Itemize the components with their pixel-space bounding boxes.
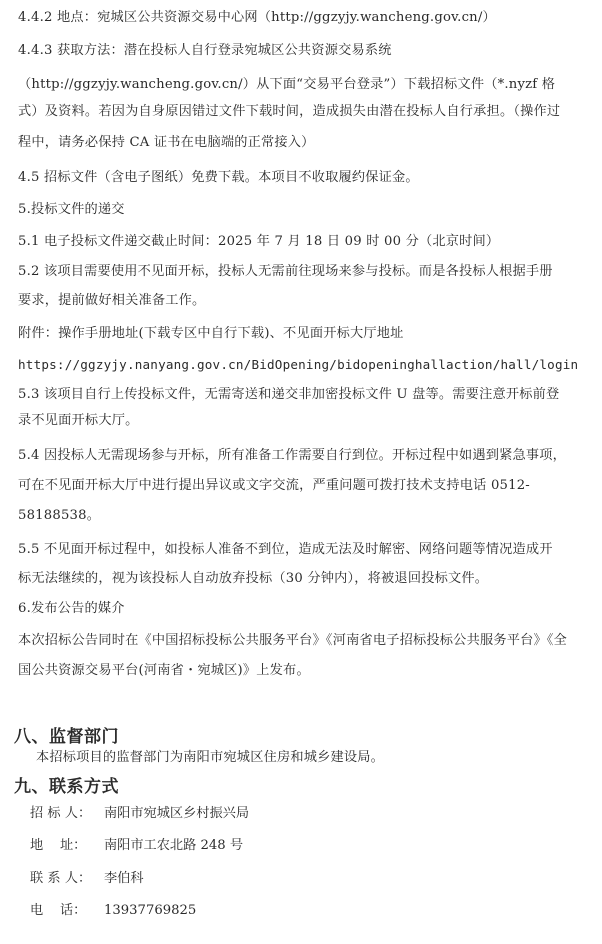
contact-label: 电 话： bbox=[30, 903, 87, 918]
text-line: 4.4.3 获取方法：潜在投标人自行登录宛城区公共资源交易系统 bbox=[18, 43, 392, 58]
text-line: 4.5 招标文件（含电子图纸）免费下载。本项目不收取履约保证金。 bbox=[18, 170, 419, 185]
text-line: 5.3 该项目自行上传投标文件，无需寄送和递交非加密投标文件 U 盘等。需要注意开标前登 bbox=[18, 387, 560, 402]
contact-row bbox=[0, 903, 602, 921]
supervision-text: 本招标项目的监督部门为南阳市宛城区住房和城乡建设局。 bbox=[36, 750, 385, 765]
section-heading-contact: 九、联系方式 bbox=[14, 777, 119, 797]
text-line: 58188538。 bbox=[18, 508, 101, 523]
text-line: 要求，提前做好相关准备工作。 bbox=[18, 293, 206, 308]
contact-label: 招 标 人： bbox=[30, 806, 92, 821]
contact-row bbox=[0, 806, 602, 824]
text-line: 本次招标公告同时在《中国招标投标公共服务平台》《河南省电子招标投标公共服务平台》《全 bbox=[18, 633, 568, 648]
text-line: 标无法继续的，视为该投标人自动放弃投标（30 分钟内），将被退回投标文件。 bbox=[18, 571, 489, 586]
section-title: 6.发布公告的媒介 bbox=[18, 601, 125, 616]
text-line: 式）及资料。若因为自身原因错过文件下载时间，造成损失由潜在投标人自行承担。（操作过 bbox=[18, 104, 561, 119]
text-line: 5.1 电子投标文件递交截止时间：2025 年 7 月 18 日 09 时 00 分（北京时间） bbox=[18, 234, 500, 249]
contact-value: 南阳市宛城区乡村振兴局 bbox=[104, 806, 250, 821]
text-line: 4.4.2 地点：宛城区公共资源交易中心网（http://ggzyjy.wancheng.gov.cn/） bbox=[18, 10, 496, 25]
url-link: https://ggzyjy.nanyang.gov.cn/BidOpening/bidopeninghallaction/hall/login bbox=[18, 357, 579, 372]
text-line: 附件：操作手册地址(下载专区中自行下载)、不见面开标大厅地址 bbox=[18, 326, 404, 341]
contact-row bbox=[0, 871, 602, 889]
text-line: 5.5 不见面开标过程中，如投标人准备不到位，造成无法及时解密、网络问题等情况造成开 bbox=[18, 542, 553, 557]
contact-value: 李伯科 bbox=[104, 871, 144, 886]
text-line: 5.2 该项目需要使用不见面开标，投标人无需前往现场来参与投标。而是各投标人根据手册 bbox=[18, 264, 553, 279]
contact-value: 13937769825 bbox=[104, 903, 197, 918]
text-line: 可在不见面开标大厅中进行提出异议或文字交流，严重问题可拨打技术支持电话 0512- bbox=[18, 478, 530, 493]
contact-row bbox=[0, 838, 602, 856]
contact-value: 南阳市工农北路 248 号 bbox=[104, 838, 244, 853]
contact-label: 联 系 人： bbox=[30, 871, 92, 886]
text-line: 录不见面开标大厅。 bbox=[18, 413, 139, 428]
section-title: 5.投标文件的递交 bbox=[18, 202, 125, 217]
contact-label: 地 址： bbox=[30, 838, 87, 853]
text-line: 5.4 因投标人无需现场参与开标，所有准备工作需要自行到位。开标过程中如遇到紧急事项， bbox=[18, 448, 567, 463]
text-line: 国公共资源交易平台(河南省・宛城区)》上发布。 bbox=[18, 663, 310, 678]
section-heading-supervision: 八、监督部门 bbox=[14, 727, 119, 747]
text-line: （http://ggzyjy.wancheng.gov.cn/）从下面“交易平台登录”）下载招标文件（*.nyzf 格 bbox=[18, 77, 556, 92]
text-line: 程中，请务必保持 CA 证书在电脑端的正常接入） bbox=[18, 135, 315, 150]
